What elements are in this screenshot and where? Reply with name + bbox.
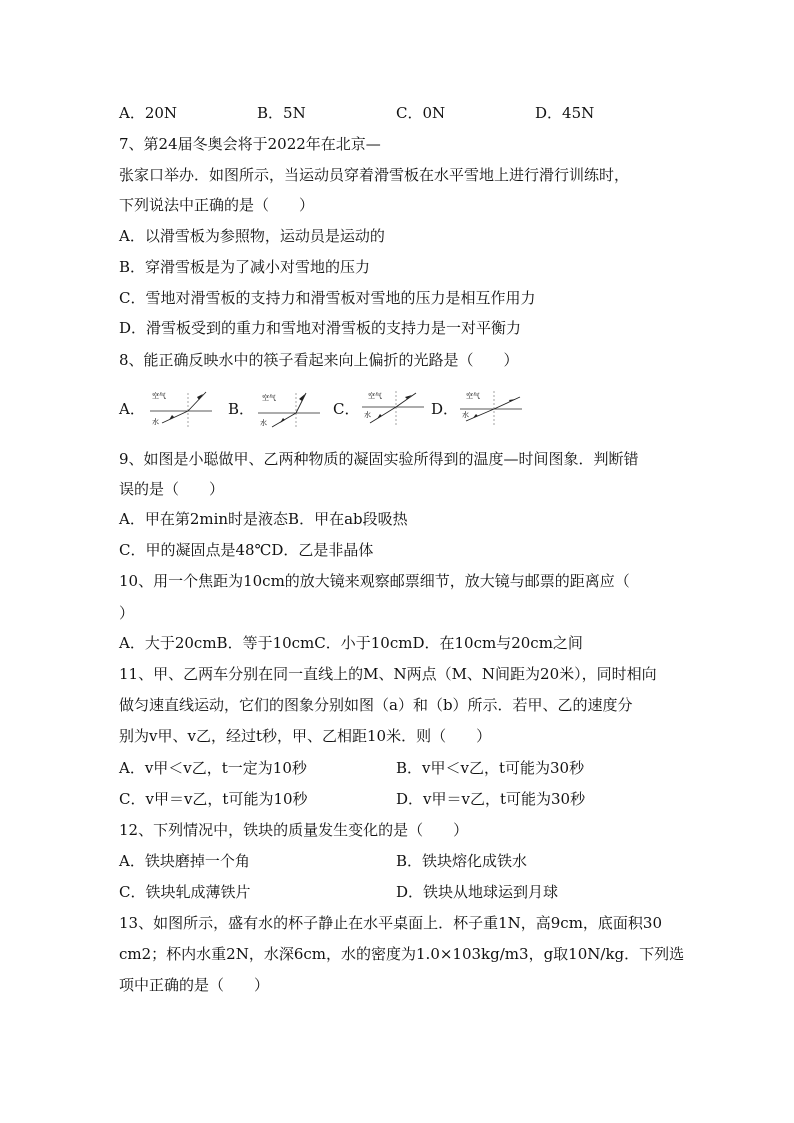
q7-option-a: A．以滑雪板为参照物，运动员是运动的 [119, 227, 385, 245]
water-label: 水 [260, 419, 267, 427]
air-label: 空气 [152, 392, 166, 400]
q8-label-c: C． [333, 400, 360, 418]
q11-stem-line3: 别为v甲、v乙，经过t秒，甲、乙相距10米．则（ ） [119, 727, 492, 745]
q8-diagram-d [458, 389, 524, 429]
q12-option-a: A．铁块磨掉一个角 [119, 852, 250, 870]
q7-stem-line1: 7、第24届冬奥会将于2022年在北京— [119, 135, 381, 153]
q7-option-d: D．滑雪板受到的重力和雪地对滑雪板的支持力是一对平衡力 [119, 319, 522, 337]
q12-options-row2 [119, 882, 599, 902]
q11-option-d: D．v甲＝v乙，t可能为30秒 [396, 790, 586, 808]
q11-option-b: B．v甲＜v乙，t可能为30秒 [396, 759, 585, 777]
q8-diagram-b [256, 389, 322, 429]
q13-stem-line1: 13、如图所示，盛有水的杯子静止在水平桌面上．杯子重1N，高9cm，底面积30 [119, 914, 663, 932]
air-label: 空气 [466, 392, 480, 400]
water-label: 水 [364, 411, 371, 419]
q12-option-d: D．铁块从地球运到月球 [396, 883, 559, 901]
q7-option-c: C．雪地对滑雪板的支持力和滑雪板对雪地的压力是相互作用力 [119, 289, 536, 307]
q6-option-d: D．45N [535, 104, 595, 122]
q11-stem-line2: 做匀速直线运动，它们的图象分别如图（a）和（b）所示．若甲、乙的速度分 [119, 696, 633, 714]
q8-label-b: B． [228, 400, 255, 418]
q12-stem: 12、下列情况中，铁块的质量发生变化的是（ ） [119, 821, 469, 839]
air-label: 空气 [262, 394, 276, 402]
q7-option-b: B．穿滑雪板是为了减小对雪地的压力 [119, 258, 371, 276]
q11-options-row2 [119, 789, 599, 809]
q11-options-row1 [119, 758, 599, 778]
q9-stem-line1: 9、如图是小聪做甲、乙两种物质的凝固实验所得到的温度—时间图象．判断错 [119, 450, 639, 468]
q12-options-row1 [119, 851, 599, 871]
q6-option-b: B．5N [257, 104, 306, 122]
q8-diagram-c [360, 389, 426, 429]
q9-stem-line2: 误的是（ ） [119, 480, 225, 498]
q11-option-a: A．v甲＜v乙，t一定为10秒 [119, 759, 307, 777]
water-label: 水 [152, 418, 159, 426]
q8-stem: 8、能正确反映水中的筷子看起来向上偏折的光路是（ ） [119, 351, 519, 369]
q8-label-a: A． [119, 400, 145, 418]
q11-option-c: C．v甲＝v乙，t可能为10秒 [119, 790, 308, 808]
q12-option-c: C．铁块轧成薄铁片 [119, 883, 251, 901]
q6-option-a: A．20N [119, 104, 178, 122]
q10-stem-line2: ） [119, 604, 135, 622]
q10-stem-line1: 10、用一个焦距为10cm的放大镜来观察邮票细节，放大镜与邮票的距离应（ [119, 572, 630, 590]
air-label: 空气 [368, 392, 382, 400]
q12-option-b: B．铁块熔化成铁水 [396, 852, 528, 870]
q9-options-line2: C．甲的凝固点是48℃D．乙是非晶体 [119, 541, 374, 559]
q6-option-c: C．0N [396, 104, 446, 122]
q8-label-d: D． [431, 400, 459, 418]
q11-stem-line1: 11、甲、乙两车分别在同一直线上的M、N两点（M、N间距为20米），同时相向 [119, 665, 657, 683]
q9-options-line1: A．甲在第2min时是液态B．甲在ab段吸热 [119, 510, 408, 528]
q7-stem-line3: 下列说法中正确的是（ ） [119, 196, 315, 214]
q6-options [119, 103, 679, 123]
q8-diagram-a [148, 389, 214, 429]
q7-stem-line2: 张家口举办．如图所示，当运动员穿着滑雪板在水平雪地上进行滑行训练时， [119, 166, 630, 184]
q13-stem-line2: cm2；杯内水重2N，水深6cm，水的密度为1.0×103kg/m3，g取10N/kg．下列选 [119, 945, 685, 963]
q13-stem-line3: 项中正确的是（ ） [119, 976, 270, 994]
q10-options: A．大于20cmB．等于10cmC．小于10cmD．在10cm与20cm之间 [119, 634, 583, 652]
water-label: 水 [462, 411, 469, 419]
